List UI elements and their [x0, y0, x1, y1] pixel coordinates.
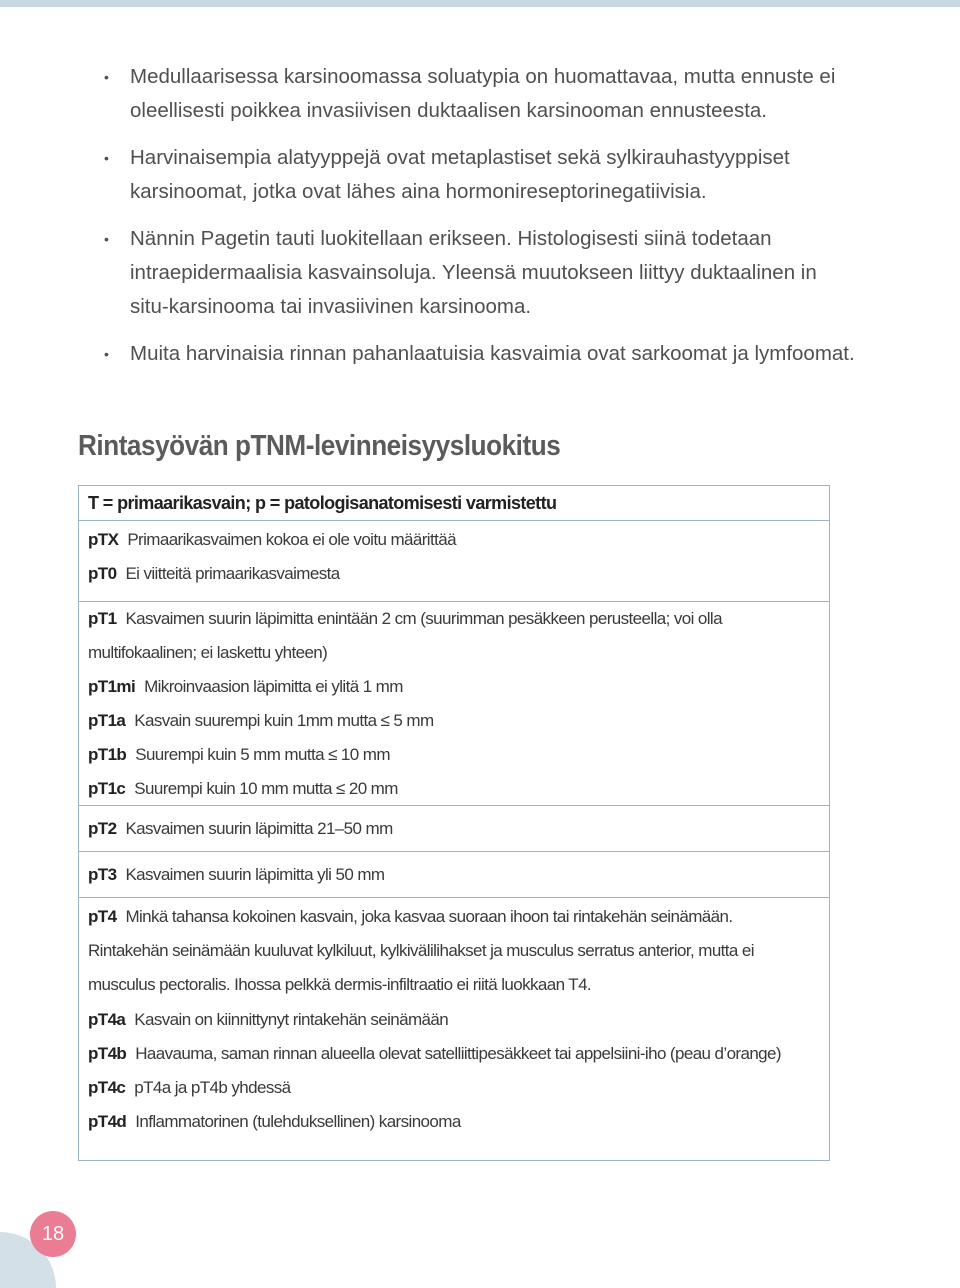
table-row: [88, 670, 817, 704]
row-code: pTX: [88, 530, 119, 549]
ptnm-table: [78, 485, 830, 1161]
row-text: Suurempi kuin 10 mm mutta ≤ 20 mm: [134, 779, 398, 798]
row-code: pT4d: [88, 1112, 127, 1131]
bullet-dot-icon: •: [104, 69, 109, 85]
row-code: pT4: [88, 907, 117, 926]
table-cell-pt3: [79, 852, 829, 898]
bullet-dot-icon: •: [104, 231, 109, 247]
row-code: pT3: [88, 865, 117, 884]
table-row: [88, 1071, 817, 1105]
row-text: Primaarikasvaimen kokoa ei ole voitu määrittää: [127, 530, 456, 549]
table-row: [88, 557, 817, 591]
row-text: Kasvaimen suurin läpimitta enintään 2 cm (suurimman pesäkkeen perusteella; voi olla multifokaalinen; ei laskettu yhteen): [88, 609, 722, 662]
bullet-dot-icon: •: [104, 346, 109, 362]
row-text: Mikroinvaasion läpimitta ei ylitä 1 mm: [144, 677, 403, 696]
row-code: pT2: [88, 819, 117, 838]
table-row: [88, 523, 817, 557]
table-row: [88, 1037, 817, 1071]
row-code: pT0: [88, 564, 117, 583]
table-row: [88, 1105, 817, 1139]
bullet-item: • Muita harvinaisia rinnan pahanlaatuisia kasvaimia ovat sarkoomat ja lymfoomat.: [100, 337, 860, 371]
table-row: [88, 1003, 817, 1037]
row-text: Haavauma, saman rinnan alueella olevat satelliittipesäkkeet tai appelsiini-iho (peau d’orange): [135, 1044, 781, 1063]
row-text: Ei viitteitä primaarikasvaimesta: [125, 564, 340, 583]
row-code: pT1: [88, 609, 117, 628]
table-cell-pt2: [79, 806, 829, 852]
row-text: Suurempi kuin 5 mm mutta ≤ 10 mm: [135, 745, 390, 764]
table-header: T = primaarikasvain; p = patologisanatomisesti varmistettu: [88, 493, 557, 513]
row-code: pT1b: [88, 745, 127, 764]
row-text: Minkä tahansa kokoinen kasvain, joka kasvaa suoraan ihoon tai rintakehän seinämään. Rintakehän seinämään kuuluvat kylkiluut, kylkivälilihakset ja musculus serratus anterior, mutta ei musculus pectoralis. Ihossa pelkkä dermis-infiltraatio ei riitä luokkaan T4.: [88, 907, 754, 994]
table-row: [88, 812, 817, 846]
row-text: Kasvaimen suurin läpimitta 21–50 mm: [125, 819, 393, 838]
bullet-item: • Medullaarisessa karsinoomassa soluatypia on huomattavaa, mutta ennuste ei oleellisesti poikkea invasiivisen duktaalisen karsinooman ennusteesta.: [100, 60, 860, 128]
row-text: Inflammatorinen (tulehduksellinen) karsinooma: [135, 1112, 461, 1131]
row-text: pT4a ja pT4b yhdessä: [134, 1078, 291, 1097]
table-row: [88, 738, 817, 772]
table-cell-ptx: [79, 521, 829, 602]
bullet-item: • Harvinaisempia alatyyppejä ovat metaplastiset sekä sylkirauhastyyppiset karsinoomat, jotka ovat lähes aina hormonireseptorinegatiivisia.: [100, 141, 860, 209]
top-band: [0, 0, 960, 7]
table-row: [88, 704, 817, 738]
row-code: pT1c: [88, 779, 126, 798]
table-row: [88, 858, 817, 892]
table-cell-pt1: [79, 602, 829, 806]
table-header-cell: [79, 486, 829, 521]
row-code: pT4c: [88, 1078, 126, 1097]
row-code: pT4a: [88, 1010, 126, 1029]
row-text: Kasvain suurempi kuin 1mm mutta ≤ 5 mm: [134, 711, 434, 730]
table-row: [88, 772, 817, 806]
row-text: Kasvain on kiinnittynyt rintakehän seinämään: [134, 1010, 449, 1029]
row-code: pT4b: [88, 1044, 127, 1063]
row-code: pT1a: [88, 711, 126, 730]
bullet-item: • Nännin Pagetin tauti luokitellaan erikseen. Histologisesti siinä todetaan intraepidermaalisia kasvainsoluja. Yleensä muutokseen liittyy duktaalinen in situ-karsinooma tai invasiivinen karsinooma.: [100, 222, 860, 324]
row-code: pT1mi: [88, 677, 136, 696]
table-cell-pt4: [79, 898, 829, 1160]
page-number: 18: [30, 1211, 76, 1257]
row-text: Kasvaimen suurin läpimitta yli 50 mm: [125, 865, 385, 884]
bullet-dot-icon: •: [104, 150, 109, 166]
table-row: [88, 900, 815, 1002]
bullet-list: [100, 60, 860, 384]
table-row: [88, 602, 815, 670]
section-title: Rintasyövän pTNM-levinneisyysluokitus: [78, 430, 561, 462]
